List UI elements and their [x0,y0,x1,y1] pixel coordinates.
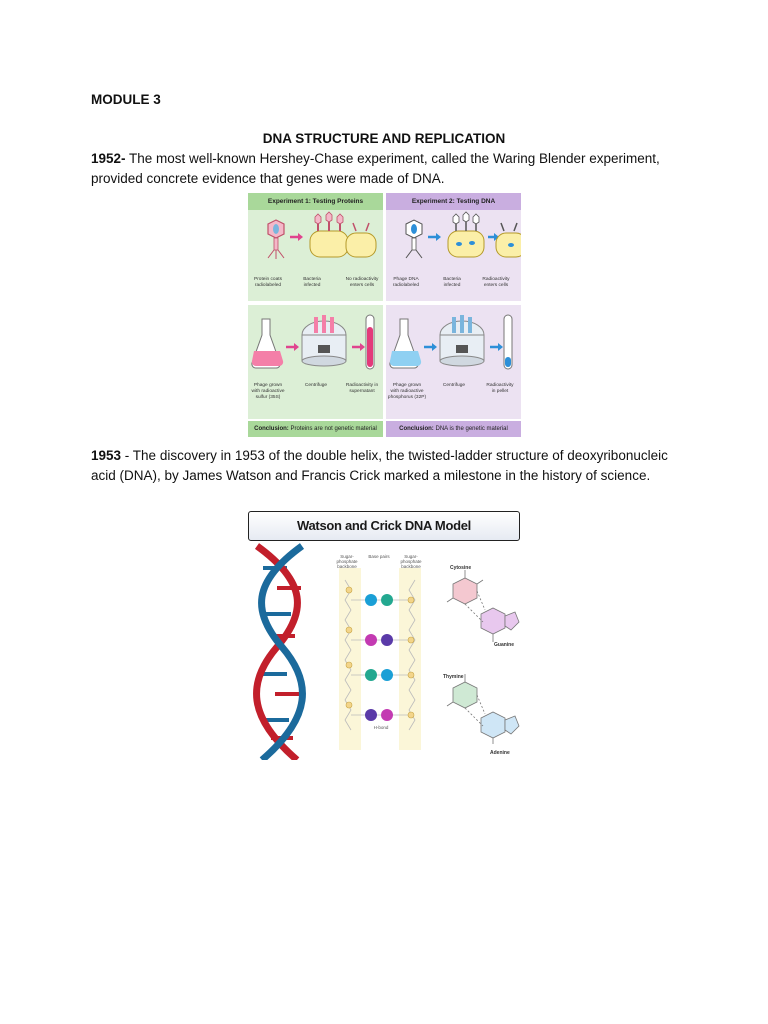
exp2-bottom2-label: Centrifuge [442,383,466,388]
base-pairs-label: Base pairs [368,554,390,559]
base-structures-illustration [431,546,521,756]
exp1-bottom3-label: Radioactivity in supernatant [345,383,379,394]
thymine-label: Thymine [443,674,464,680]
year-1953: 1953 [91,448,122,463]
hbond-label: H-bond [373,725,389,730]
guanine-label: Guanine [494,642,515,648]
paragraph-1952-text: The most well-known Hershey-Chase experiment, called the Waring Blender experiment, provided concrete evidence that genes were made of DNA. [91,151,660,186]
paragraph-1953-text: - The discovery in 1953 of the double helix, the twisted-ladder structure of deoxyribonucleic acid (DNA), by James Watson and Francis Crick marked a milestone in the history of science. [91,448,668,483]
bacterium-icon [496,223,521,257]
centrifuge-icon [440,315,484,366]
watson-crick-figure [247,510,521,760]
exp1-bottom1-label: Phage grown with radioactive sulfur (35S) [251,383,285,400]
exp1-conclusion: Conclusion: Proteins are not genetic material [248,421,383,437]
exp1-step3-label: No radioactivity enters cells [345,277,379,288]
exp2-step3-label: Radioactivity enters cells [482,277,510,288]
double-helix-illustration [247,542,327,760]
exp2-header: Experiment 2: Testing DNA [386,193,521,210]
test-tube-icon [366,315,374,369]
page-title: DNA STRUCTURE AND REPLICATION [262,131,506,146]
centrifuge-icon [302,315,346,366]
test-tube-icon [504,315,512,369]
flask-icon [390,319,421,368]
exp2-conclusion: Conclusion: DNA is the genetic material [386,421,521,437]
flask-icon [252,319,283,368]
exp2-step1-label: Phage DNA radiolabeled [392,277,420,288]
exp2-bottom1-label: Phage grown with radioactive phosphorus (32P) [387,383,427,400]
phage-icon [406,220,422,258]
exp2-step2-label: Bacteria infected [443,277,461,288]
exp1-header: Experiment 1: Testing Proteins [248,193,383,210]
phage-icon [268,220,284,259]
exp1-bottom2-label: Centrifuge [304,383,328,388]
year-1952: 1952- [91,151,126,166]
cytosine-label: Cytosine [450,565,472,571]
paragraph-1952 [91,149,691,188]
paragraph-1953 [91,446,691,485]
hershey-chase-figure [248,193,521,437]
bacterium-icon [310,212,348,257]
bacterium-icon [448,212,484,257]
exp1-step2-label: Bacteria infected [303,277,321,288]
bacterium-icon [346,223,376,257]
backbone-label-left: Sugar-phosphate backbone [336,554,358,569]
exp1-step1-label: Protein coats radiolabeled [254,277,282,288]
backbone-label-right: Sugar-phosphate backbone [400,554,422,569]
figure-title: Watson and Crick DNA Model [248,511,520,541]
adenine-label: Adenine [490,750,510,756]
exp2-bottom3-label: Radioactivity in pellet [486,383,514,394]
module-heading: MODULE 3 [91,92,161,107]
